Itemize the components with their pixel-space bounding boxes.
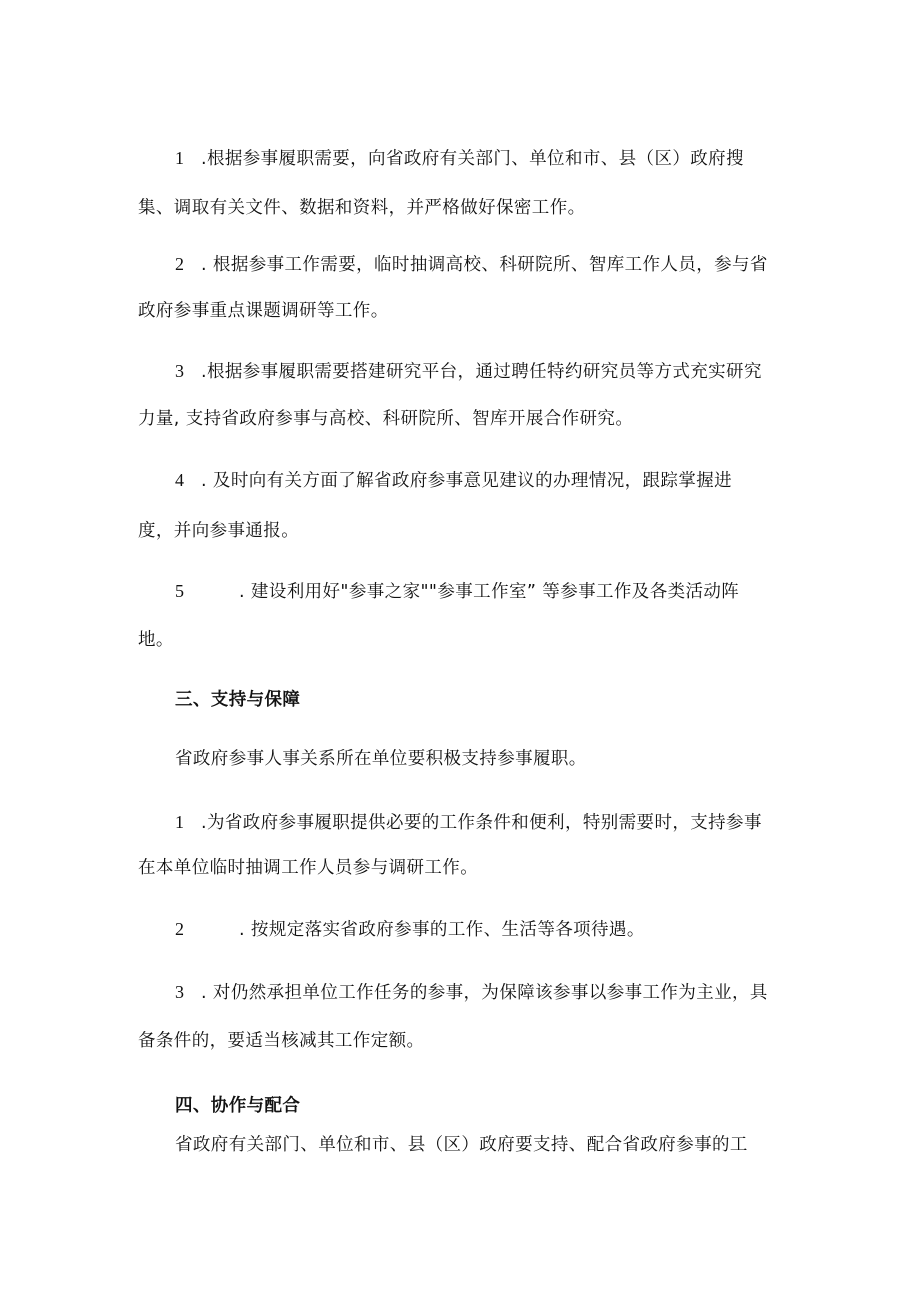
section-4-intro: 省政府有关部门、单位和市、县（区）政府要支持、配合省政府参事的工: [175, 1135, 748, 1155]
item-2-line-1: [175, 252, 768, 277]
item-5-line-2: 地。: [138, 630, 174, 650]
item-5-number: 5: [175, 581, 185, 601]
item-4-text-1: . 及时向有关方面了解省政府参事意见建议的办理情况，跟踪掌握进: [201, 471, 733, 491]
item-1-line-1: [175, 146, 744, 171]
section-4-heading: 四、协作与配合: [175, 1096, 301, 1116]
item-2-number: 2: [175, 254, 185, 274]
item-4-line-1: [175, 468, 732, 493]
item-3-text-1: .根据参事履职需要搭建研究平台，通过聘任特约研究员等方式充实研究: [201, 362, 762, 382]
item-3-line-1: [175, 359, 762, 384]
item-3-number: 3: [175, 361, 185, 381]
section-3-item-2-text-1: . 按规定落实省政府参事的工作、生活等各项待遇。: [239, 920, 645, 940]
section-3-item-1-text-1: .为省政府参事履职提供必要的工作条件和便利，特别需要时，支持参事: [201, 813, 762, 833]
item-2-line-2: 政府参事重点课题调研等工作。: [138, 301, 389, 321]
item-2-text-1: . 根据参事工作需要，临时抽调高校、科研院所、智库工作人员，参与省: [201, 255, 768, 275]
section-3-item-3-line-1: [175, 980, 768, 1005]
section-3-intro: 省政府参事人事关系所在单位要积极支持参事履职。: [175, 749, 587, 769]
item-5-text-1: . 建设利用好"参事之家""参事工作室” 等参事工作及各类活动阵: [239, 582, 740, 602]
item-3-line-2: 力量, 支持省政府参事与高校、科研院所、智库开展合作研究。: [138, 409, 634, 429]
item-5-line-1: [175, 579, 739, 604]
item-4-line-2: 度，并向参事通报。: [138, 521, 300, 541]
section-3-item-3-text-1: . 对仍然承担单位工作任务的参事，为保障该参事以参事工作为主业，具: [201, 983, 768, 1003]
section-3-item-1-number: 1: [175, 812, 185, 832]
section-3-item-2-line-1: [175, 917, 645, 942]
item-1-number: 1: [175, 148, 185, 168]
item-1-line-2: 集、调取有关文件、数据和资料，并严格做好保密工作。: [138, 198, 586, 218]
item-4-number: 4: [175, 470, 185, 490]
section-3-item-1-line-2: 在本单位临时抽调工作人员参与调研工作。: [138, 858, 479, 878]
section-3-item-2-number: 2: [175, 919, 185, 939]
item-1-text-1: .根据参事履职需要，向省政府有关部门、单位和市、县（区）政府搜: [201, 149, 744, 169]
section-3-heading: 三、支持与保障: [175, 690, 301, 710]
section-3-item-3-line-2: 备条件的，要适当核减其工作定额。: [138, 1031, 425, 1051]
section-3-item-1-line-1: [175, 810, 762, 835]
section-3-item-3-number: 3: [175, 982, 185, 1002]
